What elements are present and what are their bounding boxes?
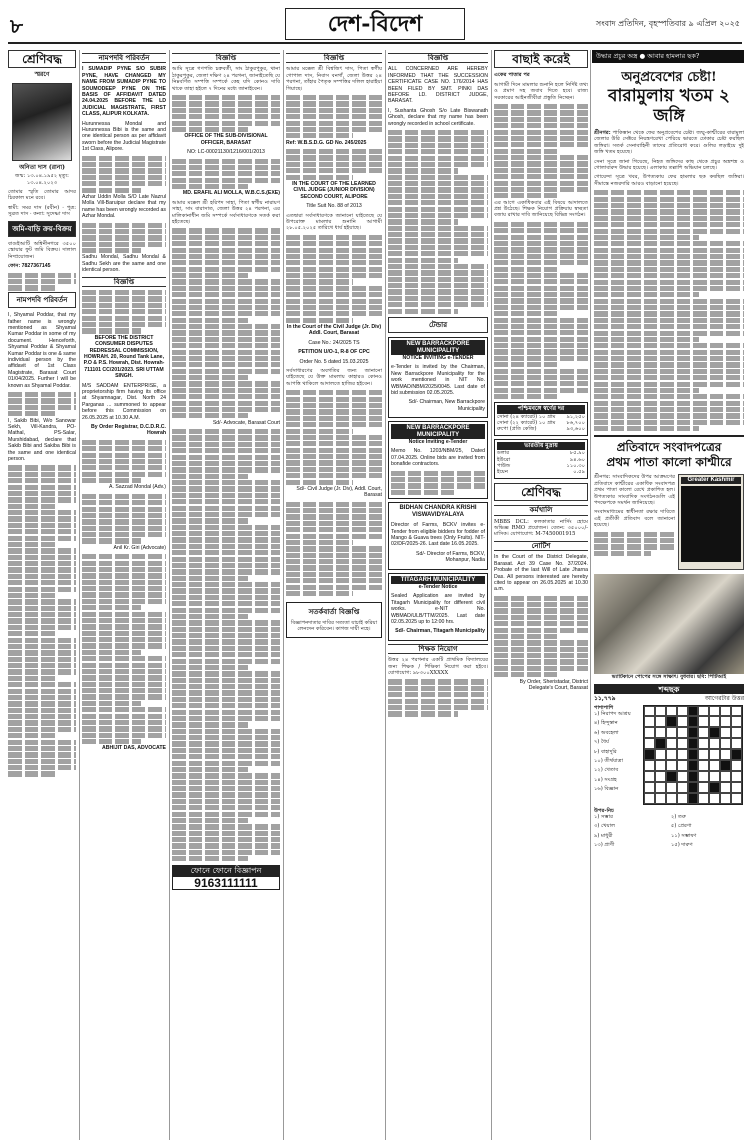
currency-yen: ইয়েন ০.৫৯ [497,469,585,476]
crossword-cell [731,793,742,804]
crossword-cell [688,727,699,738]
currency-head: ভারতীয় মুদ্রায় [497,442,585,450]
tender-2 [388,421,488,499]
bckv-tender [388,502,488,569]
crossword-cell [677,749,688,760]
news-body-4: শ্রীনগর: সাংবাদিকদের উপর আক্রমণের প্রতিবাদে কাশ্মীরের একাধিক সংবাদপত্র প্রথম পাতা কালো রেখে প্রকাশিত হল। উপত্যকার সাংবাদিক সংগঠনগুলি এই পদক্ষেপকে সমর্থন জানিয়েছে। [594,474,675,506]
memorial-family: স্বামী: সমর দাস (রবীন) · পুত্র: সুব্রত দাস · কন্যা: সুদেষ্ণা দাস [8,204,76,218]
col2-notice-7: By Order Registrar, D.C.D.R.C. Howrah [91,423,166,437]
crossword-cell [644,716,655,727]
crossword-cell [720,738,731,749]
legal-notice-head: নোটিশ [494,541,588,551]
crossword-cell [655,716,666,727]
col3-notice-3: আমার মক্কেল শ্রী হরিপদ সাহা, পিতা স্বর্গীয় নারায়ণ সাহা, সাং বারাসাত, জেলা উত্তর ২৪ পরগনা, এর মালিকানাধীন জমি সম্পর্কে সর্বসাধারণকে সতর্ক করা হইতেছে। [172,199,280,225]
crossword-cell [709,760,720,771]
col4-case-no: Case No.: 24/2025 TS [308,339,360,346]
classified-column-5 [388,50,488,1140]
crossword-cell [688,782,699,793]
bckv-title: BIDHAN CHANDRA KRISHI VISWAVIDYALAYA [399,505,477,519]
crossword-cell [644,760,655,771]
col2-signature-3: Anil Kr. Giri (Advocate) [113,544,166,551]
crossword-cell [655,782,666,793]
titagarh-text: Sealed Application are invited by Titagarh Municipality for different civil works. e-NIT No. WBMAD/ULB/TTM/2025. Last date 02.05.2025 up to 12:00 hrs. [391,593,485,626]
crossword-cell [688,793,699,804]
crossword-cell [720,771,731,782]
crossword-cell [698,706,709,717]
crossword-cell [720,782,731,793]
crossword-hint: আগেরটার উত্তর [704,695,744,703]
crossword-cell [666,760,677,771]
tender-1-sub: NOTICE INVITING e-TENDER [402,354,474,361]
crossword-cell [731,716,742,727]
crossword-cell [709,793,720,804]
col2-notice-3: Azhar Uddin Molla S/O Late Nazrul Molla Vill-Baruipur declare that my name has been wrongly recorded as Azhar Mondal. [82,193,166,220]
crossword-cell [644,738,655,749]
land-sale-head: জমি-বাড়ি ক্রয়-বিক্রয় [8,221,76,237]
across-2: ৪) হিন্দুস্তান [594,720,618,727]
crossword-cell [709,716,720,727]
memorial-text: তোমার স্মৃতি তোমার আদর চিরকাল মনে রবে। [8,189,76,202]
tender-1 [388,337,488,418]
across-9: ১৬) বিজ্ঞান [594,786,619,793]
col2-notice-4: Sadhu Mondal, Sadhu Mondal & Sadhu Sekh are the same and one identical person. [82,254,166,274]
titagarh-sign: Sd/- Chairman, Titagarh Municipality [395,628,485,635]
down-head: উপর-নিচ [594,807,614,814]
col2-notice-2: Hurunnessa Mondal and Hurunnessa Bibi is the same and one identical person as per affidavit sworn before the Judicial Magistrate 1st Class, Alipore. [82,120,166,153]
col6-classified-head: শ্রেণিবদ্ধ [494,483,588,501]
date-line: সংবাদ প্রতিদিন, বৃহস্পতিবার ৯ এপ্রিল ২০২৫ [595,19,740,28]
crossword-cell [677,716,688,727]
tender-1-title: NEW BARRACKPORE MUNICIPALITY [391,340,485,355]
across-3: ৬) অবহেলা [594,729,619,736]
bckv-sign: Sd/- Director of Farms, BCKV, Mohanpur, Nadia [416,550,485,564]
crossword-cell [720,716,731,727]
col3-notice-2: NO: LC-00021130/1216/001/2013 [187,149,265,156]
down-3: ৩) খেয়াল [594,823,615,830]
col6-text-1: আগামী দিনে মামলার শুনানি হলে নির্দিষ্ট তথ্য ও প্রমাণ সহ জবাব দিতে হবে। রাজ্য সরকারের আইনজীবীরা প্রস্তুতি নিচ্ছেন। [494,81,588,101]
pope-photo [594,574,744,674]
crossword-cell [688,706,699,717]
crossword-cell [731,782,742,793]
classified-column-2 [82,50,166,1140]
col4-court-2: In the Court of the Civil Judge (Jr. Div) Addl. Court, Barasat [286,324,382,337]
classified-column-4 [286,50,382,1140]
across-5: ৮) বাহাদুরি [594,748,617,755]
col3-signature: MD. ERAFIL ALI MOLLA, W.B.C.S.(EXE) [182,190,280,197]
col6-intro: একের পাতার পর [494,72,530,79]
col4-title-suit: Title Suit No. 88 of 2013 [306,203,362,210]
section-title: দেশ-বিদেশ [285,8,465,40]
bckv-text: Director of Farms, BCKV invites e-Tender from eligible bidders for fodder of Mango & Guava trees (Only Fruits). NIT-02/DF/2025-26. Last date 16.05.2025. [391,522,485,548]
classified-category: শ্রেণিবদ্ধ [8,50,76,68]
tender-2-text: Memo No. 1203/NBM/25, Dated 07.04.2025. Online bids are invited from bonafide contractors. [391,448,485,468]
col3-notice-1: আমি সূত্রে গণপতি চক্রবর্তী, সাং ঠাকুরপুকুর, থানা ঠাকুরপুকুর, জেলা দক্ষিণ ২৪ পরগনা, জানাইতেছি যে নিম্নবর্ণিত সম্পত্তি সম্পর্কে কেহ যদি কোনও দাবি থাকে তাহা হইলে ৭ দিনের মধ্যে জানাইবেন। [172,66,280,92]
col2-notice-5: BEFORE THE DISTRICT CONSUMER DISPUTES REDRESSAL COMMISSION, HOWRAH. 20, Round Tank Lane, P.O & P.S. Howrah, Dist. Howrah-711101 CC/201/2023. SRI UTTAM SINGH. [83,334,165,380]
crossword-cell [677,771,688,782]
crossword-cell [677,727,688,738]
crossword-cell [644,782,655,793]
legal-notice-text: In the Court of the District Delegate, Barasat. Act 39 Case No. 37/2024. Probate of the last Will of Late Jharna Das. All persons interested are hereby cited to appear on 26.05.2025 at 10.30 a.m. [494,554,588,593]
crossword-cell [698,782,709,793]
crossword-cell [720,749,731,760]
col4-court: IN THE COURT OF THE LEARNED CIVIL JUDGE (JUNIOR DIVISION) SECOND COURT, ALIPORE [292,180,376,200]
tender-1-sign: Sd/- Chairman, New Barrackpore Municipality [408,399,485,412]
name-change-head: নামপদবি পরিবর্তন [8,292,76,308]
crossword-cell [655,749,666,760]
memorial-name: অনিতা দাস (রানা) [19,163,65,171]
crossword-cell [644,727,655,738]
col4-notice-1: আমার মক্কেল শ্রী বিশ্বজিৎ দাস, পিতা স্বর্গীয় গোপাল দাস, নিবাস বনগাঁ, জেলা উত্তর ২৪ পরগনা, তাঁহার পৈতৃক সম্পত্তির দলিল হারাইয়া গিয়াছে। [286,66,382,92]
crossword-cell [666,771,677,782]
name-change-1: I, Shyamal Poddar, that my father name is wrongly mentioned as Shyamal Kumar Poddar in some of my document. Henceforth, Shyamal Poddar & Shyamal Kumar Poddar is one & same individual person by the affidavit of 1st Class Magistrate, Barasat Court 01/04/2025. Further I will be known as Shyamal Poddar. [8,312,76,389]
news-column [594,66,744,1140]
crossword-cell [698,760,709,771]
headline-1: অনুপ্রবেশের চেষ্টা! [621,70,717,85]
phone-ad-box: ফোনে ফোনে বিজ্ঞাপন 9163111111 [172,865,280,890]
col5-notice-1: ALL CONCERNED ARE HEREBY INFORMED THAT THE SUCCESSION CERTIFICATE CASE NO. 176/2014 HAS BEEN FILED BY SMT. PINKI DAS BEFORE LD. DISTRICT JUDGE, BARASAT. [388,66,488,105]
crossword-cell [720,706,731,717]
titagarh-tender [388,573,488,641]
masthead [8,6,742,44]
down-1: ১) সম্ভার [594,813,613,820]
currency-gbp: পাউন্ড ১১০.৩০ [497,463,585,470]
crossword-cell [731,738,742,749]
crossword-cell [655,771,666,782]
crossword-cell [655,706,666,717]
col6-text-2: এর আগে একাধিকবার এই বিষয়ে আদালতে প্রশ্ন উঠেছে। শিক্ষক নিয়োগ প্রক্রিয়ায় স্বচ্ছতা বজায় রাখার দাবি জানিয়েছে বিভিন্ন সংগঠন। [494,199,588,219]
warning-head: সতর্কবার্তা বিজ্ঞপ্তি [308,607,360,617]
news-body-2: সেনা সূত্রে জানা গিয়েছে, নিহত জঙ্গিদের কাছ থেকে প্রচুর অস্ত্রশস্ত্র ও গোলাবারুদ উদ্ধার হয়েছে। এলাকায় তল্লাশি অভিযান চলছে। [594,158,744,172]
col6-head: বাছাই করেই [494,50,588,68]
crossword-cell [731,771,742,782]
crossword-cell [655,793,666,804]
crossword-number: ১১,৭৭৯ [594,695,616,703]
crossword-cell [720,760,731,771]
col2-signature: A. Sazzad Mondal (Adv.) [109,484,166,491]
crossword-cell [709,771,720,782]
col5-notice-2: I, Sushanta Ghosh S/o Late Biswanath Ghosh, declare that my name has been wrongly recorded in school certificate. [388,107,488,127]
jobs-text: MBBS DCL: কলকাতার নার্সিং হোমে অভিজ্ঞ RMO প্রয়োজন। বেতন: ৩৫০০০/- মাসিক। যোগাযোগ: M-7450001915 [494,518,588,538]
down-6: ১১) সম্ভাষণ [671,832,697,839]
col2-head: নামপদবি পরিবর্তন [82,53,166,63]
memorial-dates: জন্ম: ১৩.০৪.১৯৫২ মৃত্যু: ১৩.০৪.২০২৩ [15,173,69,186]
memorial-title: স্মরণে [34,71,50,79]
crossword-cell [644,771,655,782]
gold-row-22k: সোনা (২২ ক্যারেট) ১০ গ্রাম ৮৬,৭০০ [497,420,585,426]
crossword-cell [644,749,655,760]
currency-box [494,439,588,479]
across-8: ১৪) সংগ্রহ [594,776,617,783]
teacher-text: উত্তর ২৪ পরগনার একটি প্রাথমিক বিদ্যালয়ের জন্য শিক্ষক / শিক্ষিকা নিয়োগ করা হইবে। যোগাযোগ: ৯৮৩০০XXXXX [388,657,488,677]
news-body-3: গোয়েন্দা সূত্রে খবর, উপত্যকায় ফের হামলার ছক কষছিল জঙ্গিরা। সীমান্তে নজরদারি আরও বাড়ানো হয়েছে। [594,174,744,187]
name-change-2: I, Sakib Bibi, W/o Sanowar Sekh, Vill-Kandra, PO-Mathal, PS-Salar, Murshidabad, declare that Sakib Bibi and Sakiba Bibi is the same and one identical person. [8,417,76,463]
silver-row: রুপো (প্রতি কেজি) ৯৩,৬০০ [497,426,585,433]
crossword-cell [688,716,699,727]
crossword-cell [677,760,688,771]
across-7: ১২) খেতাব [594,767,619,774]
col5-head: বিজ্ঞপ্তি [388,53,488,63]
crossword-cell [698,738,709,749]
crossword-cell [698,749,709,760]
col2-signature-2: ABHIJIT DAS, ADVOCATE [102,745,166,752]
crossword-cell [720,727,731,738]
currency-euro: ইউরো ৯৪.৬০ [497,456,585,463]
crossword-cell [677,706,688,717]
crossword-cell [688,738,699,749]
crossword-cell [731,706,742,717]
crossword-cell [666,749,677,760]
crossword-cell [709,738,720,749]
across-1: ১) নিরাপদ আশ্রয় [594,710,631,717]
col3-office: OFFICE OF THE SUB-DIVISIONAL OFFICER, BARASAT [184,133,268,146]
col4-petition: PETITION U/O-1, R-8 OF CPC [298,349,370,356]
crossword-cell [720,793,731,804]
crossword-cell [644,706,655,717]
crossword-cell [698,793,709,804]
crossword-cell [677,738,688,749]
down-5: ৯) মাধুরী [594,832,613,839]
crossword-cell [666,706,677,717]
across-6: ১০) তীর্থযাত্রা [594,757,623,764]
currency-usd: ডলার ৮৫.৯০ [497,450,585,457]
col4-order: Order No. 5 dated 15.03.2025 [299,358,369,365]
col4-clerk: Sd/- Civil Judge (Jr. Div), Addl. Court, Barasat [296,485,382,499]
crossword-cell [709,706,720,717]
crossword-cell [677,793,688,804]
page-number: ৮ [10,14,23,38]
titagarh-title: TITAGARH MUNICIPALITY [391,576,485,584]
headline-4: প্রথম পাতা কালো কাশ্মীরে [606,455,732,470]
crossword-cell [698,771,709,782]
crossword-cell [731,760,742,771]
col4-head: বিজ্ঞপ্তি [286,53,382,63]
col2-notice-1: I SUMADIP PYNE S/O SUBIR PYNE, HAVE CHANGED MY NAME FROM SUMADIP PYNE TO SOUMODEEP PYNE ON THE BASIS OF AFFIDAVIT DATED 24.04.2025 BEFORE THE LD JUDICIAL MAGISTRATE, FIRST CLASS, ALIPUR KOLKATA. [82,66,166,118]
crossword-head: শব্দছক [594,684,744,694]
col2-notice-6: M/S SADDAM ENTERPRISE, a proprietorship firm having its office at Shyamnagar, Dist. North 24 Parganas ... summoned to appear before this Commission on 26.05.2025 at 10.30 A.M. [82,382,166,421]
tender-2-title: NEW BARRACKPORE MUNICIPALITY [391,424,485,439]
news-body-1: পাকিস্তান থেকে ফের অনুপ্রবেশের চেষ্টা। জম্মু-কাশ্মীরের বারামুলা জেলার উরি সেক্টরে নিয়ন্ত্রণরেখা পেরিয়ে ভারতে ঢোকার চেষ্টা করছিল জঙ্গিরা। সতর্ক সেনাবাহিনী তাদের প্রতিরোধ করে। গুলির লড়াইয়ে দুই জঙ্গি খতম হয়েছে। [594,130,744,156]
gold-rate-box [494,402,588,436]
crossword-cell [655,727,666,738]
crossword-cell [666,782,677,793]
jobs-head: কর্মখালি [494,505,588,515]
newspaper-thumbnail [678,474,744,570]
crossword-cell [731,727,742,738]
classified-column-3 [172,50,280,1140]
classified-column-6 [494,50,588,1140]
col3-head: বিজ্ঞপ্তি [172,53,280,63]
gold-rate-head: পশ্চিমবঙ্গে স্বর্ণের দর [497,405,585,413]
crossword-cell [677,782,688,793]
legal-notice-sign: By Order, Sheristadar, District Delegate's Court, Barasat [519,678,588,691]
down-2: ২) তরু [671,813,686,820]
news-byline: শ্রীনগর: [594,130,611,136]
col4-reference: Ref: W.B.S.D.G. GD No. 245/2025 [286,139,367,146]
col2-sub-head: বিজ্ঞপ্তি [82,277,166,287]
crossword-cell [698,716,709,727]
col4-notice-2: এতদ্বারা সর্বসাধারণকে জানানো যাইতেছে যে উপরোক্ত মামলার শুনানি আগামী ২৮.০৫.২০২৫ তারিখে ধার্য হইয়াছে। [286,212,382,232]
down-7: ১৩) প্রাণী [594,842,615,849]
news-body-5: সংবাদমাধ্যমের স্বাধীনতা রক্ষার দাবিতে এই প্রতীকী প্রতিবাদ বলে জানানো হয়েছে। [594,509,675,529]
crossword-cell [688,760,699,771]
down-8: ১৫) দারুণ [671,842,693,849]
news-kicker: উদ্ধার প্রচুর অস্ত্র ● আবার হামলার ছক? [592,50,744,63]
across-head: পাশাপাশি [594,704,614,711]
crossword-cell [709,749,720,760]
across-4: ৭) ধৈর্য [594,739,610,746]
col4-notice-3: সর্বসাধারণের অবগতির জন্য জানানো যাইতেছে যে উক্ত মামলায় কাহারও কোনও আপত্তি থাকিলে আদালতে হাজির হইবেন। [286,368,382,387]
warning-notice [286,602,382,638]
headline-2: বারামুলায় খতম ২ জঙ্গি [608,86,730,126]
crossword-cell [688,771,699,782]
down-4: ৫) প্রেরণা [671,823,692,830]
titagarh-sub: e-Tender Notice [418,584,458,590]
land-phone: ফোন: 7827367145 [8,263,51,270]
tender-1-text: e-Tender is invited by the Chairman, New Barrackpore Municipality for the work mentioned in NIT No. WBMAD/NBM/2025/0045. Last date of bid submission 02.05.2025. [391,364,485,396]
headline-3: প্রতিবাদে সংবাদপত্রের [594,435,744,455]
crossword-cell [666,727,677,738]
classified-column-1 [8,50,76,1140]
crossword-cell [666,716,677,727]
crossword-cell [698,727,709,738]
land-ad: বাগুইআটি অশ্বিনীনগরে ৩৫০০ স্কোয়ার ফুট জমি বিক্রয়। দালাল নিষ্প্রয়োজন। [8,241,76,260]
gold-row-24k: সোনা (২৪ ক্যারেট) ১০ গ্রাম ৯১,২৫০ [497,413,585,420]
crossword-cell [655,738,666,749]
crossword-cell [731,749,742,760]
crossword-cell [666,793,677,804]
teacher-head: শিক্ষক নিয়োগ [388,644,488,654]
warning-text: বিজ্ঞাপনদাতার দাবির সত্যতা যাচাই করিয়া লেনদেন করিবেন। কাগজ দায়ী নহে। [290,619,378,632]
col3-advocate: Sd/- Advocate, Barasat Court [212,419,280,426]
memorial-photo [12,83,72,161]
crossword-cell [655,760,666,771]
crossword-cell [688,749,699,760]
tender-2-sub: Notice Inviting e-Tender [408,439,468,446]
crossword-cell [666,738,677,749]
crossword-cell [644,793,655,804]
crossword-cell [709,782,720,793]
paper-name: Greater Kashmir [681,477,741,483]
crossword-grid [643,705,743,805]
tender-head: টেন্ডার [388,317,488,333]
crossword-cell [709,727,720,738]
photo-caption: ভ্যাটিকানে পোপের সঙ্গে সাক্ষাৎ। বুধবার। ছবি: পিটিআই [611,674,727,681]
